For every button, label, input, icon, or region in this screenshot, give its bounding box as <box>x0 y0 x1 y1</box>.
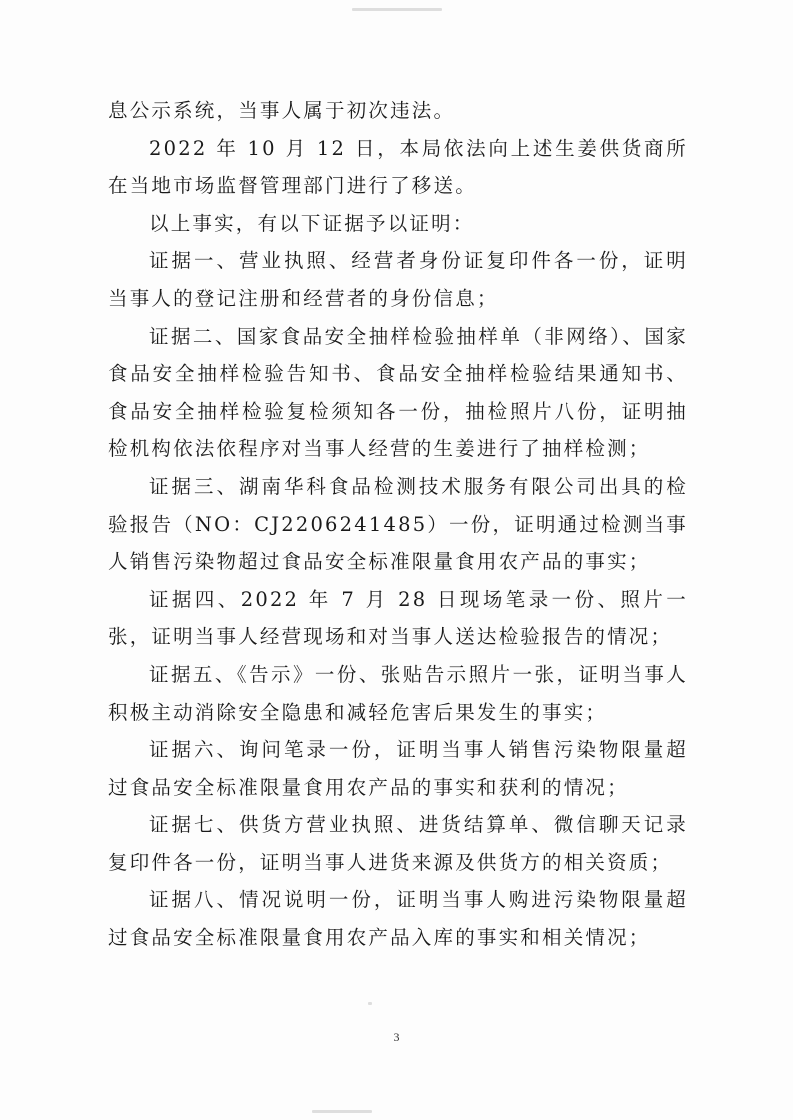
paragraph-evidence-7: 证据七、供货方营业执照、进货结算单、微信聊天记录复印件各一份，证明当事人进货来源及供货方的相关资质； <box>108 813 688 874</box>
page-number: 3 <box>393 1030 400 1044</box>
scan-artifact <box>312 1110 372 1113</box>
paragraph-evidence-intro: 以上事实，有以下证据予以证明： <box>149 211 475 235</box>
paragraph-evidence-8: 证据八、情况说明一份，证明当事人购进污染物限量超过食品安全标准限量食用农产品入库的事实和相关情况； <box>108 888 688 950</box>
paragraph-evidence-2: 证据二、国家食品安全抽样检验抽样单（非网络）、国家食品安全抽样检验告知书、食品安全抽样检验结果通知书、食品安全抽样检验复检须知各一份，抽检照片八份，证明抽检机构依法依程序对当事人经营的生姜进行了抽样检测； <box>108 324 688 461</box>
paragraph-evidence-3: 证据三、湖南华科食品检测技术服务有限公司出具的检验报告（NO：CJ2206241485）一份，证明通过检测当事人销售污染物超过食品安全标准限量食用农产品的事实； <box>108 474 688 574</box>
paragraph-evidence-5: 证据五、《告示》一份、张贴告示照片一张，证明当事人积极主动消除安全隐患和减轻危害后果发生的事实； <box>108 662 688 724</box>
paragraph-evidence-1: 证据一、营业执照、经营者身份证复印件各一份，证明当事人的登记注册和经营者的身份信息； <box>108 249 688 310</box>
paragraph-continuation: 息公示系统，当事人属于初次违法。 <box>108 99 456 122</box>
paragraph-transfer: 2022 年 10 月 12 日，本局依法向上述生姜供货商所在当地市场监督管理部门进行了移送。 <box>108 136 688 198</box>
document-body <box>108 92 688 957</box>
paragraph-evidence-4: 证据四、2022 年 7 月 28 日现场笔录一份、照片一张，证明当事人经营现场和对当事人送达检验报告的情况； <box>108 587 688 649</box>
paragraph-evidence-6: 证据六、询问笔录一份，证明当事人销售污染物限量超过食品安全标准限量食用农产品的事实和获利的情况； <box>108 738 688 799</box>
scan-artifact <box>352 8 442 11</box>
scan-artifact <box>368 1002 372 1005</box>
